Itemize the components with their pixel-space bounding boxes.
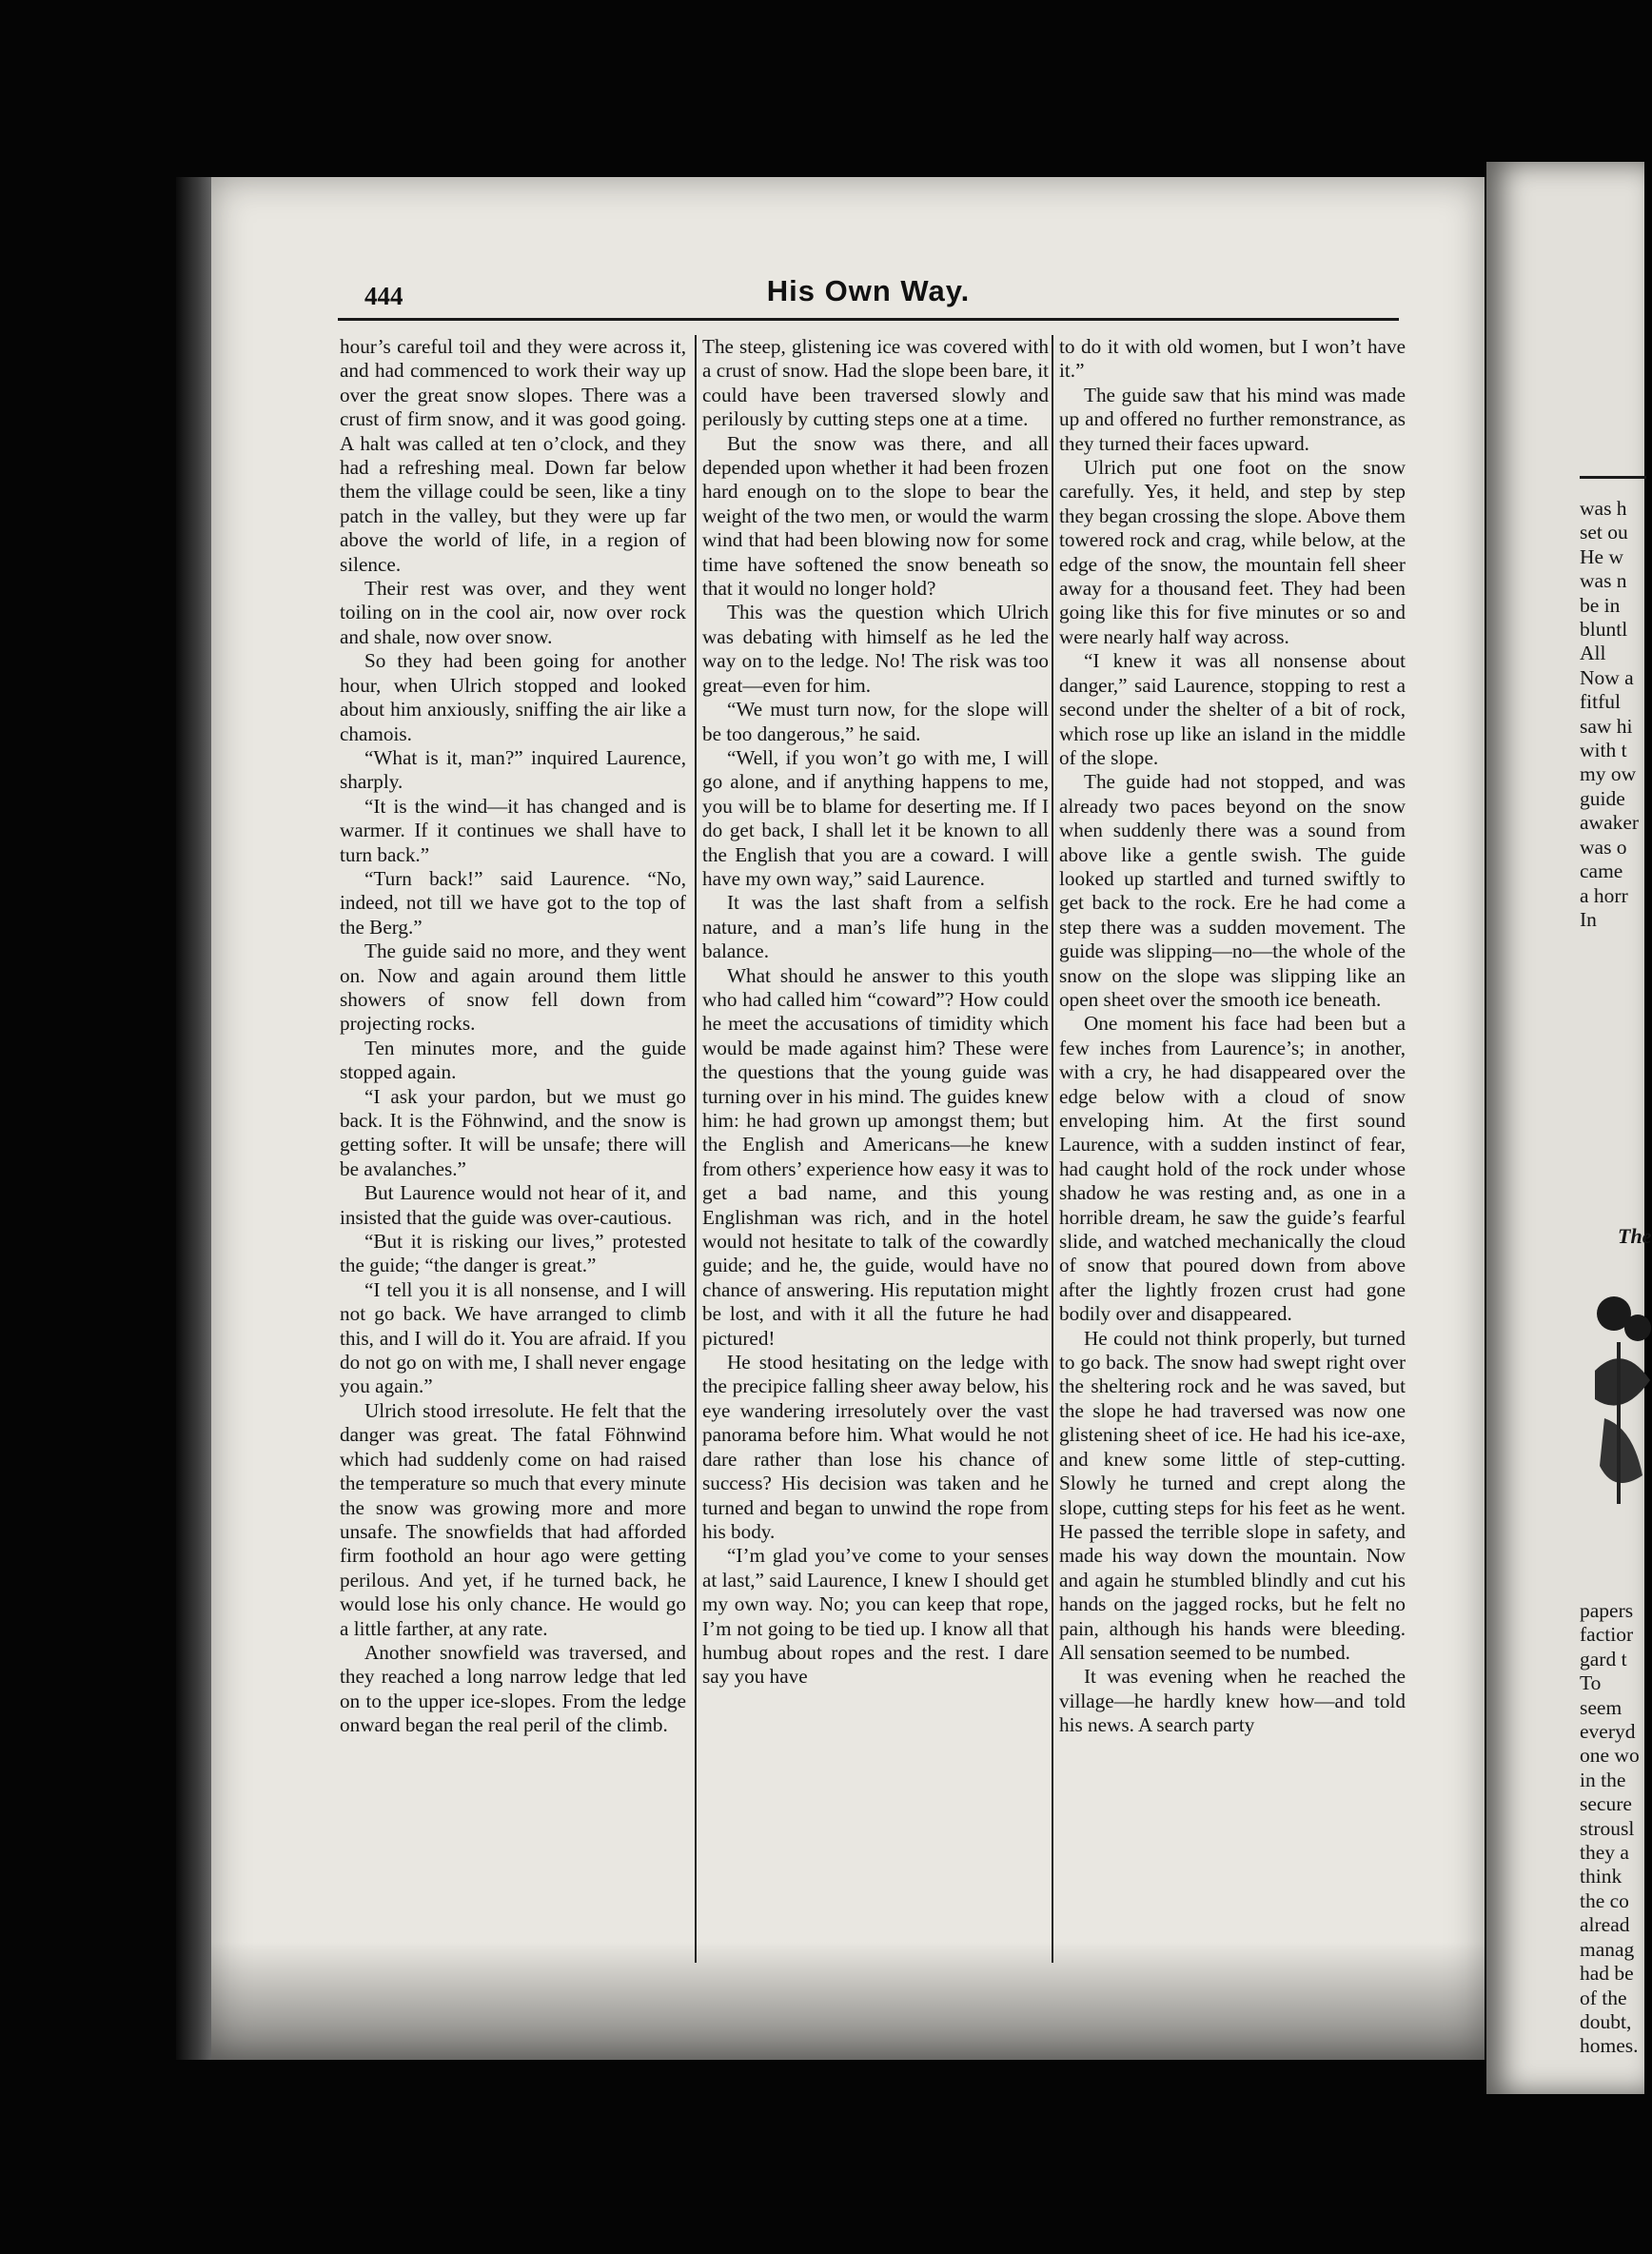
paragraph: What should he answer to this youth who had called him “coward”? How could he meet the accusations of timidity which would be made against him? These were the questions that the young guide was turning over in his mind. The guides knew him: he had grown up amongst them; but the English and Americans—he knew from others’ experience how easy it was to get a bad name, and this young Englishman was rich, and in the hotel would not hesitate to talk of the cowardly guide; and he, the guide, would have no chance of answering. His reputation might be lost, and with it all the future he had pictured! — [702, 963, 1049, 1350]
text-column-1 — [340, 335, 686, 1738]
paragraph: The guide said no more, and they went on. Now and again around them little showers of snow fell down from projecting rocks. — [340, 939, 686, 1036]
facing-page-line: To — [1580, 1671, 1602, 1695]
paragraph: “Well, if you won’t go with me, I will go alone, and if anything happens to me, you will be to blame for deserting me. If I do get back, I shall let it be known to all the English that you are a coward. I will have my own way,” said Laurence. — [702, 745, 1049, 890]
facing-page-line: factior — [1580, 1623, 1634, 1647]
facing-page-line: of the — [1580, 1986, 1627, 2009]
header-rule — [338, 318, 1399, 321]
paragraph: He could not think properly, but turned to go back. The snow had swept right over the sheltering rock and he was saved, but the slope he had traversed was now one glistening sheet of ice. He had his ice-axe, and knew some little of step-cutting. Slowly he turned and crept along the slope, cutting steps for his feet as he went. He passed the terrible slope in safety, and made his way down the mountain. Now and again he stumbled blindly and cut his hands on the jagged rocks, but he felt no pain, although his hands were bleeding. All sensation seemed to be numbed. — [1059, 1326, 1406, 1664]
facing-page-line: All — [1580, 642, 1606, 665]
facing-page-line: one wo — [1580, 1744, 1640, 1768]
running-title: His Own Way. — [766, 274, 971, 307]
facing-page-line: set ou — [1580, 521, 1628, 544]
paragraph: “What is it, man?” inquired Laurence, sharply. — [340, 745, 686, 794]
paragraph: One moment his face had been but a few inches from Laurence’s; in another, with a cry, he had disappeared over the edge below with a cloud of snow enveloping him. At the first sound Laurence, with a sudden instinct of fear, had caught hold of the rock under whose shadow he was resting and, as one in a horrible dream, he saw the guide’s fearful slide, and watched mechanically the cloud of snow that poured down from above after the lightly frozen crust had gone bodily over and disappeared. — [1059, 1012, 1406, 1326]
text-column-2 — [702, 335, 1049, 1690]
text-column-3 — [1059, 335, 1406, 1738]
paragraph: This was the question which Ulrich was debating with himself as he led the way on to the ledge. No! The risk was too great—even for him. — [702, 601, 1049, 697]
paragraph: But the snow was there, and all depended upon whether it had been frozen hard enough on to the slope to bear the weight of the two men, or would the warm wind that had been blowing now for some time have softened the snow beneath so that it would no longer hold? — [702, 431, 1049, 601]
facing-page-line: a horr — [1580, 883, 1628, 907]
facing-page-line: homes. — [1580, 2034, 1639, 2058]
paragraph: It was the last shaft from a selfish nature, and a man’s life hung in the balance. — [702, 891, 1049, 963]
facing-page-line: guide — [1580, 786, 1625, 810]
facing-page-line: doubt, — [1580, 2009, 1632, 2033]
facing-page-line: secure — [1580, 1792, 1632, 1816]
facing-page-line: the co — [1580, 1888, 1629, 1912]
facing-page-line: be in — [1580, 593, 1621, 617]
page-bottom-shadow — [211, 1942, 1485, 2060]
paragraph: “I’m glad you’ve come to your senses at last,” said Laurence, I knew I should get my own way. No; you can keep that rope, I’m not going to be tied up. I know all that humbug about ropes and the rest. I dare say you have — [702, 1544, 1049, 1689]
facing-page-line: papers — [1580, 1599, 1634, 1622]
paragraph: Their rest was over, and they went toiling on in the cool air, now over rock and shale, now over snow. — [340, 577, 686, 648]
facing-page-line: with t — [1580, 739, 1627, 762]
paragraph: The guide had not stopped, and was already two paces beyond on the snow when suddenly there was a sound from above like a gentle swish. The guide looked up startled and turned swiftly to get back to the rock. Ere he had come a step there was a sudden movement. The guide was slipping—no—the whole of the snow on the slope was slipping like an open sheet over the smooth ice beneath. — [1059, 770, 1406, 1011]
facing-page-line: was n — [1580, 569, 1627, 593]
facing-page-line: Now a — [1580, 665, 1634, 689]
facing-page-line: alread — [1580, 1913, 1630, 1937]
facing-page-line: saw hi — [1580, 714, 1633, 738]
paragraph: “I tell you it is all nonsense, and I will not go back. We have arranged to climb this, and I will do it. You are afraid. If you do not go on with me, I shall never engage you again.” — [340, 1277, 686, 1398]
paragraph: It was evening when he reached the village—he hardly knew how—and told his news. A search party — [1059, 1665, 1406, 1737]
column-divider — [695, 335, 697, 1963]
facing-page-rule — [1580, 476, 1646, 479]
paragraph: Ulrich stood irresolute. He felt that the danger was great. The fatal Föhnwind which had suddenly come on had raised the temperature so much that every minute the snow was growing more and more unsafe. The snowfields that had afforded firm foothold an hour ago were getting perilous. And yet, if he turned back, he would lose his only chance. He would go a little farther, at any rate. — [340, 1398, 686, 1640]
paragraph: Another snowfield was traversed, and they reached a long narrow ledge that led on to the upper ice-slopes. From the ledge onward began the real peril of the climb. — [340, 1640, 686, 1737]
facing-page-illustration — [1585, 1285, 1652, 1513]
facing-page-line: He w — [1580, 544, 1623, 568]
paragraph: The steep, glistening ice was covered with a crust of snow. Had the slope been bare, it could have been traversed slowly and perilously by cutting steps one at a time. — [702, 335, 1049, 431]
facing-page-top-text — [1580, 497, 1639, 932]
running-header — [338, 272, 1399, 318]
paragraph: hour’s careful toil and they were across it, and had commenced to work their way up over the great snow slopes. There was a crust of firm snow, and it was good going. A halt was called at ten o’clock, and they had a refreshing meal. Down far below them the village could be seen, like a tiny patch in the valley, but they were up far above the world of life, in a region of silence. — [340, 335, 686, 576]
facing-page-line: they a — [1580, 1841, 1629, 1865]
paragraph: “It is the wind—it has changed and is warmer. If it continues we shall have to turn back.” — [340, 794, 686, 866]
facing-page-line: was h — [1580, 497, 1627, 520]
facing-page-line: gard t — [1580, 1647, 1627, 1671]
facing-page-line: came — [1580, 860, 1623, 883]
paragraph: “I ask your pardon, but we must go back. It is the Föhnwind, and the snow is getting softer. It will be unsafe; there will be avalanches.” — [340, 1084, 686, 1180]
facing-page-line: In — [1580, 907, 1597, 931]
facing-page-line: bluntl — [1580, 618, 1628, 642]
paragraph: Ulrich put one foot on the snow carefully. Yes, it held, and step by step they began crossing the slope. Above them towered rock and crag, while below, at the edge of the snow, the mountain fell sheer away for a thousand feet. They had been going like this for five minutes or so and were nearly half way across. — [1059, 456, 1406, 648]
facing-page-line: fitful — [1580, 690, 1621, 714]
paragraph: “I knew it was all nonsense about danger,” said Laurence, stopping to rest a second under the shelter of a bit of rock, which rose up like an island in the middle of the slope. — [1059, 649, 1406, 769]
facing-page-caption: The — [1618, 1224, 1652, 1248]
facing-page-line: everyd — [1580, 1720, 1636, 1744]
facing-page-line: awaker — [1580, 811, 1640, 835]
facing-page-line: in the — [1580, 1768, 1626, 1791]
facing-page-line: manag — [1580, 1937, 1635, 1961]
page-number: 444 — [364, 282, 403, 310]
paragraph: So they had been going for another hour, when Ulrich stopped and looked about him anxiously, sniffing the air like a chamois. — [340, 649, 686, 745]
facing-page-line: think — [1580, 1865, 1622, 1888]
facing-page-line: my ow — [1580, 762, 1637, 786]
paragraph: to do it with old women, but I won’t have it.” — [1059, 335, 1406, 383]
paragraph: He stood hesitating on the ledge with the precipice falling sheer away below, his eye wandering irresolutely over the vast panorama before him. What would he not dare rather than lose his chance of success? His decision was taken and he turned and began to unwind the rope from his body. — [702, 1351, 1049, 1543]
column-divider — [1052, 335, 1053, 1963]
facing-page-line: strousl — [1580, 1816, 1635, 1840]
paragraph: Ten minutes more, and the guide stopped again. — [340, 1036, 686, 1084]
paragraph: “We must turn now, for the slope will be too dangerous,” he said. — [702, 698, 1049, 745]
paragraph: The guide saw that his mind was made up and offered no further remonstrance, as they turned their faces upward. — [1059, 383, 1406, 455]
paragraph: “Turn back!” said Laurence. “No, indeed, not till we have got to the top of the Berg.” — [340, 866, 686, 939]
paragraph: “But it is risking our lives,” protested the guide; “the danger is great.” — [340, 1230, 686, 1277]
facing-page-line: was o — [1580, 835, 1627, 859]
facing-page-line: seem — [1580, 1695, 1622, 1719]
facing-page-bottom-text — [1580, 1599, 1640, 2059]
paragraph: But Laurence would not hear of it, and insisted that the guide was over-cautious. — [340, 1181, 686, 1229]
facing-page — [1486, 162, 1652, 2094]
facing-page-line: had be — [1580, 1962, 1634, 1986]
